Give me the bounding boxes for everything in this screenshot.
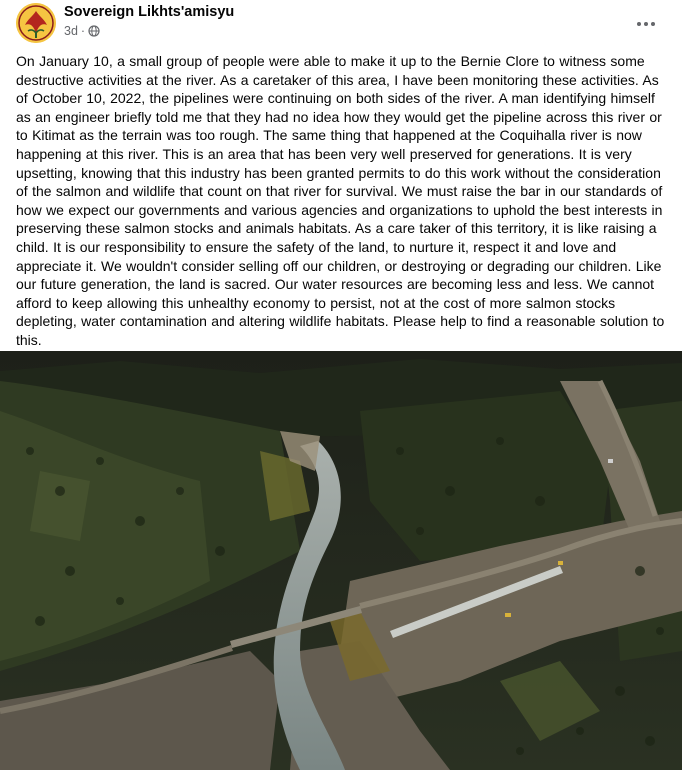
aerial-river-photo — [0, 351, 682, 770]
post-meta — [64, 24, 100, 38]
meta-separator: · — [80, 24, 86, 38]
author-avatar[interactable] — [16, 3, 56, 43]
globe-icon[interactable] — [88, 25, 100, 37]
avatar-emblem-icon — [16, 3, 56, 43]
author-name[interactable]: Sovereign Likhts'amisyu — [64, 4, 235, 20]
more-options-icon[interactable] — [630, 8, 662, 40]
post-header — [0, 0, 682, 50]
post-photo[interactable] — [0, 351, 682, 770]
post-timestamp[interactable]: 3d — [64, 24, 78, 38]
post-text: On January 10, a small group of people were able to make it up to the Bernie Clore to witness some destructive activities at the river. As a caretaker of this area, I have been monitoring these activities. As of October 10, 2022, the pipelines were continuing on both sides of the river. A man identifying himself as an engineer briefly told me that they had no idea how they would get the pipeline across this river or to Kitimat as the terrain was too rough. The same thing that happened at the Coquihalla river is now happening at this river. This is an area that has been very well preserved for generations. It is very upsetting, knowing that this industry has been granted permits to do this work without the consideration of the salmon and wildlife that count on that river for survival. We must raise the bar in our standards of how we expect our governments and various agencies and organizations to uphold the best interests in preserving these salmon stocks and animals habitats. As a care taker of this territory, it is like raising a child. It is our responsibility to ensure the safety of the land, to nurture it, respect it and love and appreciate it. We wouldn't consider selling off our children, or destroying or degrading our children. Like our future generation, the land is sacred. Our water resources are becoming less and less. We cannot afford to keep allowing this unhealthy economy to persist, not at the cost of more salmon stocks depleting, water contamination and altering wildlife habitats. Please help to find a reasonable solution to this. — [16, 53, 665, 348]
